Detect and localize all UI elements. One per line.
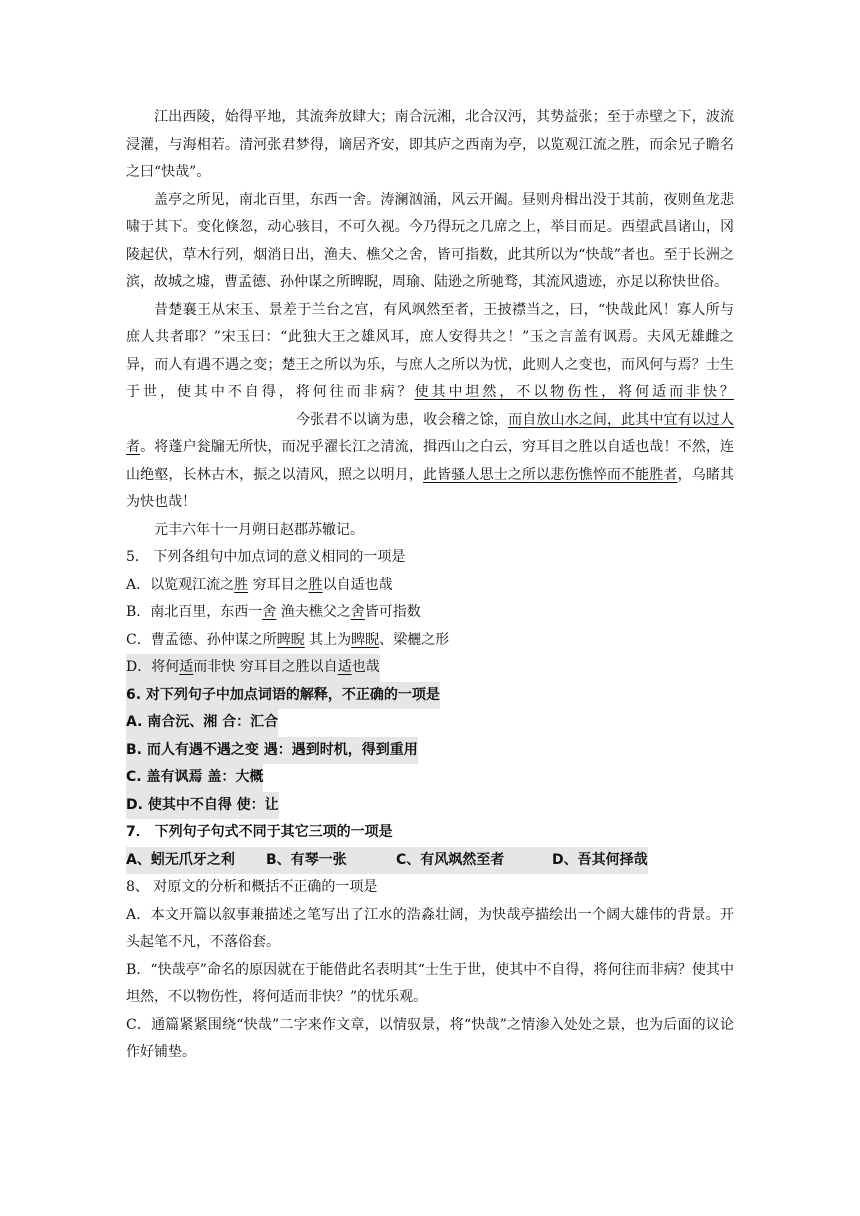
q5-option-d xyxy=(126,654,734,682)
q7-option-a: A、蚓无爪牙之利 xyxy=(126,851,235,868)
highlight: C. 盖有讽焉 盖：大概 xyxy=(126,764,263,792)
passage-paragraph-1: 江出西陵，始得平地，其流奔放肆大；南合沅湘，北合汉沔，其势益张；至于赤壁之下，波流浸灌，与海相若。清河张君梦得，谪居齐安，即其庐之西南为亭，以览观江流之胜，而余兄子瞻名之曰“快哉”。 xyxy=(126,109,734,180)
highlight: A. 南合沅、湘 合：汇合 xyxy=(126,709,278,737)
q7-options xyxy=(126,847,734,875)
passage-paragraph-3 xyxy=(126,297,734,517)
passage-text: 今张君不以谪为患，收会稽之馀， xyxy=(296,411,509,428)
q5-option-b xyxy=(126,599,734,627)
q8-option-a: A．本文开篇以叙事兼描述之笔写出了江水的浩淼壮阔，为快哉亭描绘出一个阔大雄伟的背景。开头起笔不凡，不落俗套。 xyxy=(126,906,734,950)
option-text: B．南北百里，东西一 xyxy=(126,604,263,620)
option-text: C．曹孟德、孙仲谋之所 xyxy=(126,631,277,648)
marked-word: 适 xyxy=(179,659,194,675)
q6-option-c xyxy=(126,764,734,792)
q5-stem: 5． 下列各组句中加点词的意义相同的一项是 xyxy=(126,549,406,565)
marked-word: 胜 xyxy=(308,576,323,593)
q6-stem xyxy=(126,682,734,710)
q7-stem: 7． 下列句子句式不同于其它三项的一项是 xyxy=(126,824,393,840)
option-text: 其上为 xyxy=(304,631,352,648)
q6-option-d xyxy=(126,792,734,820)
passage-text: ，乌睹其为快也哉！ xyxy=(126,466,735,510)
marked-word: 胜 xyxy=(234,576,249,593)
option-text: D．将何 xyxy=(126,659,180,675)
q5-option-c xyxy=(126,627,734,655)
q6-option-b xyxy=(126,737,734,765)
option-text: 、梁欐之形 xyxy=(379,631,450,648)
highlight: 6. 对下列句子中加点词语的解释，不正确的一项是 xyxy=(126,682,440,710)
q8-option-b: B．“快哉亭”命名的原因就在于能借此名表明其“士生于世，使其中不自得，将何往而非病？使其中坦然，不以物伤性，将何适而非快？”的忧乐观。 xyxy=(126,961,734,1005)
underlined-sentence-3: 此皆骚人思士之所以悲伤憔悴而不能胜者 xyxy=(423,466,678,483)
marked-word: 睥睨 xyxy=(276,631,305,648)
highlight xyxy=(126,654,380,682)
passage-text: 昔楚襄王从宋玉、景差于兰台之宫，有风飒然至者，王披襟当之，曰，“快哉此风！寡人所与庶人共者耶？”宋玉曰：“此独大王之雄风耳，庶人安得共之！”玉之言盖有讽焉。夫风无雄雌之异，而人有遇不遇之变；楚王之所以为乐，与庶人之所以为忧，此则人之变也，而风何与焉？士生于世，使其中不自得，将何往而非病？ xyxy=(126,301,734,400)
passage-paragraph-2: 盖亭之所见，南北百里，东西一舍。涛澜汹涌，风云开阖。昼则舟楫出没于其前，夜则鱼龙悲啸于其下。变化倏忽，动心骇目，不可久视。今乃得玩之几席之上，举目而足。西望武昌诸山，冈陵起伏，草木行列，烟消日出，渔夫、樵父之舍，皆可指数，此其所以为“快哉”者也。至于长洲之滨，故城之墟，曹孟德、孙仲谋之所睥睨，周瑜、陆逊之所驰骛，其流风遗迹，亦足以称快世俗。 xyxy=(126,191,734,290)
highlight xyxy=(126,847,648,875)
option-text: 也哉 xyxy=(351,659,380,675)
q7-option-d: D、吾其何择哉 xyxy=(552,851,648,868)
underlined-sentence-2: 而自放山水之间，此其中宜有以过人者 xyxy=(126,411,735,455)
q7-option-b: B、有琴一张 xyxy=(266,851,347,868)
option-text: 穷耳目之 xyxy=(248,576,309,593)
option-text: 渔夫樵父之 xyxy=(276,604,351,620)
q5-option-a xyxy=(126,572,734,600)
underlined-sentence-1: 使其中坦然，不以物伤性，将何适而非快？ xyxy=(414,384,735,400)
q8-option-c: C．通篇紧紧围绕“快哉”二字来作文章，以情驭景，将“快哉”之情渗入处处之景，也为后面的议论作好铺垫。 xyxy=(126,1016,734,1060)
marked-word: 舍 xyxy=(262,604,277,620)
option-text: A．以览观江流之 xyxy=(126,576,235,593)
option-text: 皆可指数 xyxy=(364,604,421,620)
marked-word: 适 xyxy=(337,659,352,675)
q8-stem: 8、 对原文的分析和概括不正确的一项是 xyxy=(126,879,378,895)
option-text: 以自适也哉 xyxy=(322,576,393,593)
highlight: B. 而人有遇不遇之变 遇：遇到时机，得到重用 xyxy=(126,737,418,765)
passage-text: 。将蓬户瓮牖无所快，而况乎濯长江之清流，揖西山之白云，穷耳目之胜以自适也哉！不然，连山绝壑，长林古木，振之以清风，照之以明月， xyxy=(126,439,735,483)
highlight: D. 使其中不自得 使：让 xyxy=(126,792,279,820)
marked-word: 舍 xyxy=(350,604,365,620)
option-text: 而非快 穷耳目之胜以自 xyxy=(193,659,338,675)
q6-option-a xyxy=(126,709,734,737)
passage-signature: 元丰六年十一月朔日赵郡苏辙记。 xyxy=(154,521,364,538)
q7-option-c: C、有风飒然至者 xyxy=(396,851,505,868)
marked-word: 睥睨 xyxy=(351,631,380,648)
